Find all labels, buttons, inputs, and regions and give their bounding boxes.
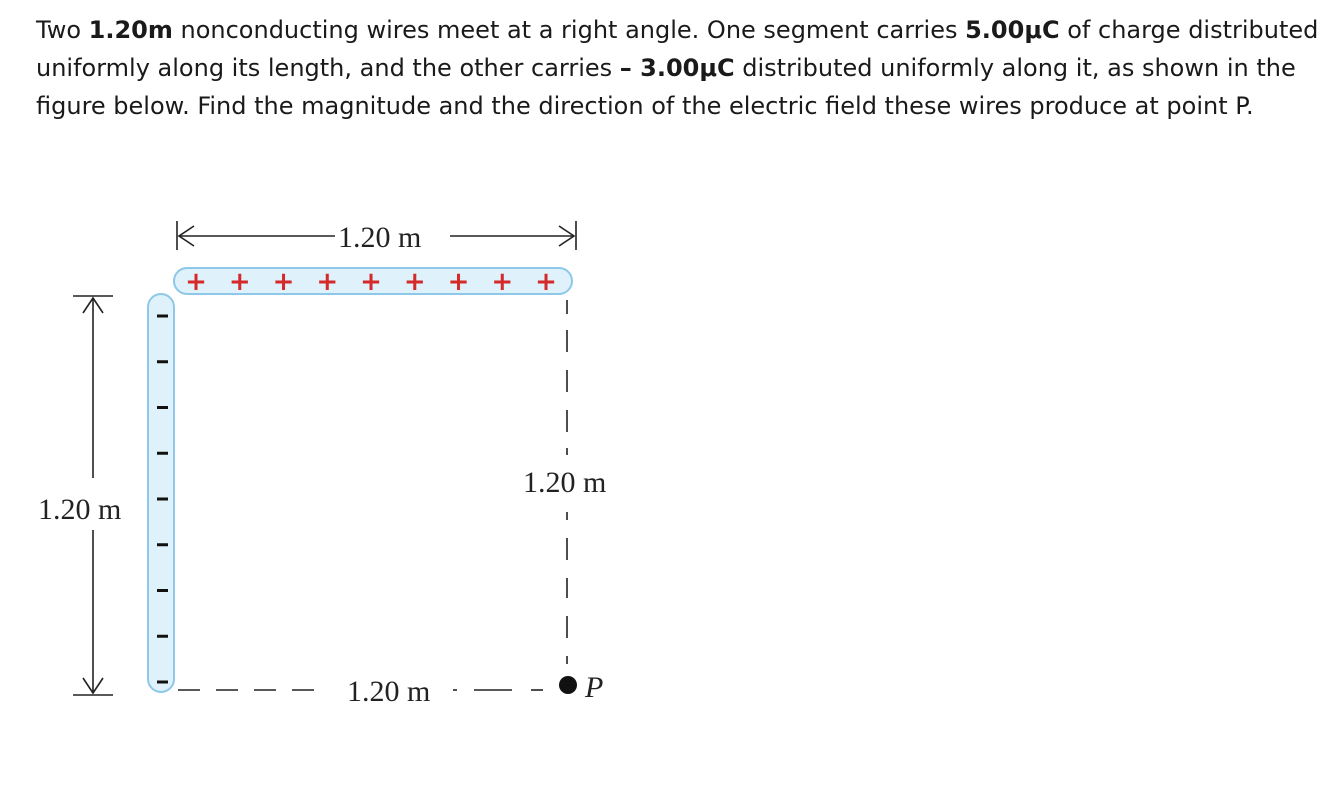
point-p-dot — [559, 676, 577, 694]
positive-charge-value: 5.00μC — [965, 16, 1060, 44]
positive-charge-marker: + — [185, 267, 207, 297]
positive-charge-marker: + — [447, 267, 470, 297]
positive-charge-marker: + — [316, 267, 339, 297]
bottom-dimension-label: 1.20 m — [347, 675, 431, 708]
positive-charge-marker: + — [491, 267, 514, 297]
problem-text-part1: Two — [36, 16, 89, 44]
positive-charge-markers — [185, 267, 557, 297]
point-p-label: P — [585, 671, 604, 704]
positive-charge-marker: + — [228, 267, 251, 297]
left-dimension-label: 1.20 m — [38, 493, 122, 526]
positive-charge-marker: + — [535, 267, 557, 297]
positive-charge-marker: + — [403, 267, 426, 297]
right-dimension-label: 1.20 m — [523, 466, 607, 499]
positive-charge-marker: + — [272, 267, 295, 297]
negative-charge-value: – 3.00μC — [619, 54, 735, 82]
problem-text-part2: nonconducting wires meet at a right angle. One segment carries — [172, 16, 966, 44]
negative-wire — [148, 294, 174, 692]
problem-text-part3: of charge distributed uniformly along its length, and the other carries — [36, 16, 1319, 82]
wire-length-value: 1.20m — [88, 16, 173, 44]
top-dimension-label: 1.20 m — [338, 221, 422, 254]
problem-text-part4: distributed uniformly along it, as shown in the figure below. Find the magnitude and the direction of the electric field these wires produce at point P. — [36, 54, 1296, 120]
positive-charge-marker: + — [360, 267, 382, 297]
